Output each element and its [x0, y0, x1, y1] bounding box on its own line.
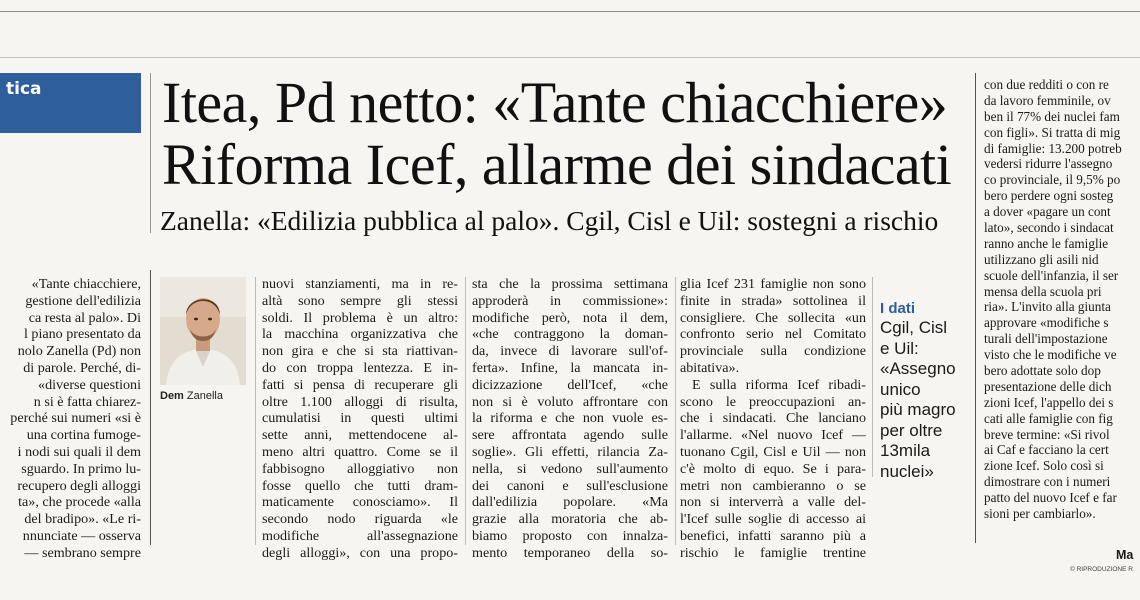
text-line: metri non cambieranno o se: [680, 477, 866, 494]
text-line: vedersi ridurre l'assegno: [984, 156, 1113, 172]
text-line: non si è voluto affrontare con: [472, 393, 668, 410]
text-line: ben il 77% dei nuclei fam: [984, 108, 1120, 124]
text-line: lato», secondo i sindacat: [984, 220, 1114, 236]
text-line: l'Icef sulle soglie di accesso ai: [680, 511, 866, 528]
text-line: l piano presentato da: [23, 326, 141, 343]
text-line: patto del nuovo Icef e far: [984, 490, 1117, 506]
text-line: ai Caf e facciano la cert: [984, 442, 1109, 458]
text-line: E sulla riforma Icef ribadi-: [692, 376, 866, 393]
photo-zanella: [160, 277, 246, 385]
text-line: dei canoni e sull'esclusione: [472, 477, 668, 494]
author-signature: Ma: [1116, 548, 1134, 562]
text-line: modifiche però, nota il dem,: [472, 309, 668, 326]
text-line: degli alloggi», con una propo-: [262, 544, 458, 561]
text-line: altà sono sempre gli stessi: [262, 292, 458, 309]
text-line: sioni per cambiarlo».: [984, 506, 1096, 522]
text-line: oltre 1.100 alloggi di risulta,: [262, 393, 458, 410]
text-line: finite in strada» sottolinea il: [680, 292, 866, 309]
text-line: scono le preoccupazioni an-: [680, 393, 866, 410]
text-line: sere affrontata agendo sulle: [472, 427, 668, 444]
text-line: mensa della scuola pri: [984, 283, 1102, 299]
column-rule-right: [975, 73, 976, 543]
text-line: bero adottate solo dop: [984, 363, 1101, 379]
text-line: ferta». Infine, la mancata in-: [472, 359, 668, 376]
text-line: visto che le modifiche ve: [984, 347, 1117, 363]
headline-line-2: Riforma Icef, allarme dei sindacati: [162, 132, 952, 197]
text-line: biamo proposto con innalza-: [472, 527, 668, 544]
text-line: c'è molto di equo. Se i para-: [680, 460, 866, 477]
column-2: [472, 276, 668, 562]
text-line: da lavoro femminile, ov: [984, 92, 1111, 108]
text-line: secondo nodo riguarda «le: [262, 511, 458, 528]
column-rule-top-left: [150, 73, 151, 233]
column-rule-3: [675, 277, 676, 545]
text-line: zioni Icef, l'appello dei s: [984, 394, 1114, 410]
text-line: «Tante chiacchiere,: [31, 276, 141, 292]
text-line: cumulatisi in questi ultimi: [262, 410, 458, 427]
photo-caption: [160, 390, 223, 402]
text-line: n si è fatta chiarez-: [33, 393, 141, 410]
text-line: glia Icef 231 famiglie non sono: [680, 276, 866, 292]
text-line: sette anni, mettendocene al-: [262, 427, 458, 444]
text-line: sta che la prossima settimana: [472, 276, 668, 292]
text-line: rischio le famiglie trentine: [680, 544, 866, 561]
text-line: presentazione delle dich: [984, 378, 1112, 394]
data-box: [880, 300, 968, 482]
text-line: abitativa».: [680, 359, 740, 376]
data-box-text: [880, 318, 968, 482]
text-line: co provinciale, il 9,5% po: [984, 172, 1121, 188]
text-line: a dover «pagare un cont: [984, 204, 1111, 220]
text-line: con figli». Si tratta di mig: [984, 124, 1121, 140]
caption-prefix: Dem: [160, 390, 184, 402]
text-line: di parole. Perché, di-: [23, 359, 141, 376]
column-rule-2: [465, 277, 466, 545]
text-line: perché sui numeri «si è: [10, 410, 141, 427]
text-line: da, invece di lavorare sull'of-: [472, 343, 668, 360]
text-line: «che contraggono la doman-: [472, 326, 668, 343]
text-line: nnunciate — osserva: [22, 527, 141, 544]
column-right-partial: [984, 77, 1140, 522]
text-line: la riforma e che non vuole es-: [472, 410, 668, 427]
text-line: i nodi sui quali il dem: [17, 443, 141, 460]
text-line: meno altri quattro. Come se il: [262, 443, 458, 460]
text-line: ta», che procede «alla: [18, 494, 141, 511]
text-line: nolo Zanella (Pd) non: [17, 343, 141, 360]
text-line: ranno anche le famiglie: [984, 235, 1109, 251]
data-box-line: unico: [880, 379, 921, 399]
column-rule-left: [150, 270, 151, 545]
text-line: tuonano Cgil, Cisl e Uil — non: [680, 443, 866, 460]
text-line: consigliere. Che sollecita «un: [680, 309, 866, 326]
data-box-line: nuclei»: [880, 461, 934, 481]
text-line: dall'edilizia popolare. «Ma: [472, 494, 668, 511]
text-line: fosse quello che tutti dram-: [262, 477, 458, 494]
text-line: che i sindacati. Che lanciano: [680, 410, 866, 427]
text-line: nuovi stanziamenti, ma in re-: [262, 276, 458, 292]
text-line: non gira e che si sta riattivan-: [262, 343, 458, 360]
text-line: do con troppa lentezza. E in-: [262, 359, 458, 376]
text-line: ria». L'invito alla giunta: [984, 299, 1111, 315]
text-line: una cortina fumoge-: [26, 427, 141, 444]
data-box-line: per oltre: [880, 420, 943, 440]
text-line: grazie alla moratoria che ab-: [472, 511, 668, 528]
text-line: la macchina organizzativa che: [262, 326, 458, 343]
text-line: soldi. Il problema è un altro:: [262, 309, 458, 326]
data-box-line: «Assegno: [880, 359, 956, 378]
text-line: soglie». Gli effetti, rilancia Za-: [472, 443, 668, 460]
portrait-illustration: [160, 277, 246, 385]
text-line: dicizzazione dell'Icef, «che: [472, 376, 668, 393]
section-label-bar: [0, 73, 141, 133]
data-box-line: più magro: [880, 400, 956, 419]
text-line: gestione dell'edilizia: [25, 292, 141, 309]
data-box-line: e Uil:: [880, 338, 919, 358]
text-line: utilizzano gli asili nid: [984, 251, 1099, 267]
subheadline: Zanella: «Edilizia pubblica al palo». Cgil, Cisl e Uil: sostegni a rischio: [160, 205, 939, 236]
text-line: confronto serio nel Comitato: [680, 326, 866, 343]
column-rule-4: [872, 277, 873, 477]
rights-notice: © RIPRODUZIONE R: [1070, 566, 1133, 573]
data-box-line: 13mila: [880, 441, 931, 460]
column-rule-1: [255, 277, 256, 545]
text-line: turali dell'impostazione: [984, 331, 1108, 347]
column-3: [680, 276, 866, 562]
headline-line-1: Itea, Pd netto: «Tante chiacchiere»: [162, 70, 948, 135]
text-line: modifiche all'assegnazione: [262, 527, 458, 544]
top-rule-secondary: [0, 57, 1140, 58]
text-line: con due redditi o con re: [984, 77, 1109, 92]
text-line: fabbisogno alloggiativo non: [262, 460, 458, 477]
text-line: nella, si vedono sull'aumento: [472, 460, 668, 477]
text-line: zione Icef. Solo così si: [984, 458, 1104, 474]
text-line: approderà in commissione»:: [472, 292, 668, 309]
section-label: tica: [6, 79, 42, 99]
text-line: mento temporaneo della so-: [472, 544, 668, 561]
data-box-title: I dati: [880, 300, 916, 317]
text-line: ca resta al palo». Di: [28, 309, 141, 326]
data-box-line: Cgil, Cisl: [880, 318, 948, 337]
column-1: [262, 276, 458, 562]
top-rule: [0, 11, 1140, 12]
text-line: breve termine: «Si rivol: [984, 426, 1110, 442]
text-line: approvare «modifiche s: [984, 315, 1109, 331]
text-line: dimostrare con i numeri: [984, 474, 1111, 490]
column-left-partial: [0, 276, 141, 562]
text-line: l'allarme. «Nel nuovo Icef —: [680, 427, 866, 444]
text-line: di famiglie: 13.200 potreb: [984, 140, 1122, 156]
text-line: non si interverrà a valle del-: [680, 494, 866, 511]
text-line: benefici, infatti saranno più a: [680, 527, 866, 544]
text-line: cati alle famiglie con fig: [984, 410, 1113, 426]
text-line: — sembrano sempre: [24, 544, 141, 561]
text-line: scuole dell'infanzia, il ser: [984, 267, 1119, 283]
text-line: bero perdere ogni sosteg: [984, 188, 1114, 204]
text-line: maticamente conosciamo». Il: [262, 494, 458, 511]
text-line: recupero degli alloggi: [17, 477, 141, 494]
text-line: provinciale sulla condizione: [680, 343, 866, 360]
text-line: «diverse questioni: [38, 376, 141, 393]
text-line: del bradipo». «Le ri-: [24, 511, 141, 528]
text-line: fatti si pensa di recuperare gli: [262, 376, 458, 393]
caption-name: Zanella: [186, 390, 223, 402]
text-line: sguardo. In primo lu-: [21, 460, 141, 477]
